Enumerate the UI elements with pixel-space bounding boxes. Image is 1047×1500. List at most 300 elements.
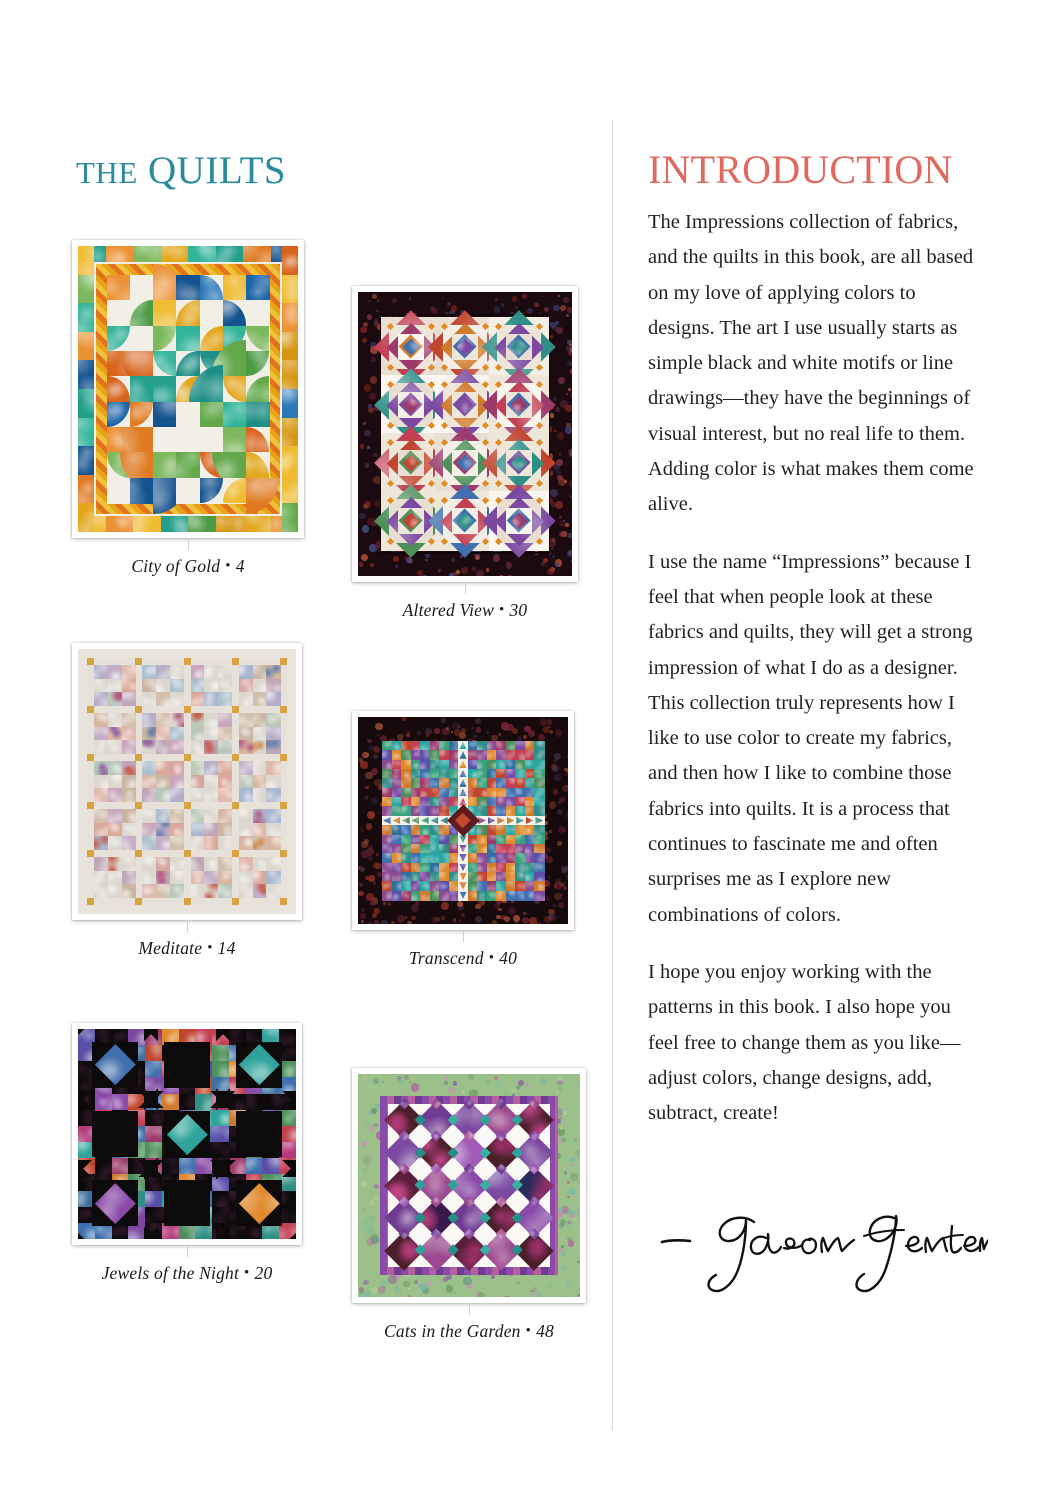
quilt-patch [369,1215,376,1222]
quilt-patch [78,418,94,447]
quilt-patch [546,847,551,852]
quilt-patch [176,452,200,478]
caption-stem [469,1303,470,1315]
quilt-patch [555,501,563,509]
quilt-patch [522,294,527,299]
quilt-patch [262,1158,279,1175]
quilt-patch [359,758,363,762]
quilt-patch [555,563,559,567]
quilt-patch [282,475,298,504]
quilt-patch [466,1278,471,1283]
quilt-patch [361,829,364,832]
quilt-patch [374,920,379,924]
page-title-quilts-word: QUILTS [148,149,287,192]
quilt-patch [246,1158,263,1175]
quilt-patch [468,1074,474,1080]
quilt-patch [476,727,481,732]
quilt-entry-cats-in-the-garden[interactable] [352,1068,586,1342]
quilt-patch [367,811,375,819]
quilt-patch [78,303,94,332]
quilt-patch [404,1076,408,1080]
quilt-patch [188,246,216,262]
quilt-patch [133,246,161,262]
quilt-patch [558,295,560,297]
introduction-body [648,205,986,1153]
quilt-patch [153,452,177,478]
quilt-page-number: 4 [235,556,245,576]
quilt-patch [373,862,379,868]
quilt-patch [551,547,554,550]
quilt-entry-meditate[interactable] [72,643,302,959]
quilt-patch [476,570,484,576]
quilt-art-meditate [78,649,296,914]
quilt-patch [200,402,224,428]
quilt-patch [78,389,94,418]
signature-script-icon [658,1196,988,1301]
quilt-patch [438,569,440,571]
quilt-patch [567,340,572,345]
quilt-patch [153,402,177,428]
quilt-patch [212,1061,229,1078]
quilt-patch [570,346,572,353]
quilt-patch [567,755,568,758]
quilt-patch [371,1108,377,1114]
quilt-entry-transcend[interactable] [352,711,574,969]
quilt-patch [507,575,512,576]
quilt-art-cats-in-the-garden [358,1074,580,1297]
quilt-patch [403,1281,410,1288]
quilt-patch [162,1158,179,1175]
quilt-entry-jewels-of-the-night[interactable] [72,1023,302,1284]
quilt-patch [362,1076,368,1082]
caption-stem [187,1245,188,1257]
quilt-patch [374,1184,379,1189]
quilt-patch [566,1282,572,1288]
quilt-patch [540,1078,547,1085]
quilt-patch [558,826,565,833]
quilt-patch [364,384,371,391]
quilt-title: Cats in the Garden [384,1321,521,1341]
quilt-patch [576,1081,580,1087]
quilt-patch [374,1123,378,1127]
caption-separator: • [244,1265,250,1281]
caption-separator: • [225,558,231,574]
quilt-image-city-of-gold[interactable] [72,240,304,538]
quilt-patch [375,723,382,730]
quilt-caption-meditate [72,938,302,959]
quilt-patch [498,733,501,736]
quilt-patch [360,444,365,449]
introduction-column [648,0,988,1500]
quilt-patch [426,734,429,737]
quilt-patch [546,898,548,900]
quilt-patch [370,563,374,567]
caption-separator: • [488,950,495,966]
quilt-patch [371,768,378,775]
quilt-patch [200,300,224,326]
quilt-patch [554,893,562,901]
quilt-patch [78,649,296,914]
quilt-patch [567,1209,573,1215]
intro-paragraph-3: I hope you enjoy working with the patterns in this book. I also hope you feel free to change them as you like—adjust colors, change designs, add, subtract, create! [648,960,961,1125]
quilt-image-altered-view[interactable] [352,286,578,582]
quilt-patch [569,452,572,457]
quilt-patch [577,1261,579,1263]
quilt-title: Jewels of the Night [101,1263,240,1283]
quilt-patch [216,516,244,532]
quilt-patch [567,361,572,366]
quilt-patch [558,478,566,486]
quilt-art-city-of-gold [78,246,298,532]
quilt-patch [223,427,247,453]
quilt-patch [106,246,134,262]
quilt-patch [558,902,564,908]
quilt-patch [282,332,298,361]
quilt-patch [567,1196,570,1199]
quilt-patch [535,923,538,924]
quilt-patch [503,1296,511,1297]
author-signature [658,1196,988,1301]
quilt-patch [406,734,409,737]
quilt-patch [360,327,367,334]
quilt-patch [176,427,200,453]
quilt-patch [162,1094,179,1111]
quilt-patch [550,413,555,418]
quilt-patch [441,916,445,920]
quilt-patch [559,1223,564,1228]
quilt-patch [363,1280,368,1285]
quilt-patch [216,246,244,262]
quilt-patch [367,739,371,743]
quilt-patch [555,407,560,412]
quilt-patch [565,405,572,412]
quilt-patch [471,727,473,729]
page-title-quilts-the: THE [76,155,138,190]
quilt-patch [559,516,561,518]
quilt-patch [243,246,271,262]
quilt-patch [417,731,421,735]
quilt-patch [456,570,460,574]
quilt-patch [554,884,557,887]
quilt-caption-city-of-gold [72,556,304,577]
quilt-patch [453,918,456,921]
quilt-patch [534,891,544,901]
quilt-patch [544,916,551,923]
quilt-patch [359,513,365,519]
quilt-patch [459,920,462,923]
quilt-patch [568,550,572,555]
quilt-patch [176,402,200,428]
quilt-patch [359,562,363,566]
quilt-patch [431,916,438,923]
quilt-patch [373,1195,378,1200]
quilt-patch [373,881,377,885]
quilt-patch [570,1157,574,1161]
quilt-patch [223,402,247,428]
quilt-patch [378,812,380,814]
quilt-patch [78,360,94,389]
quilt-patch [365,1122,370,1127]
quilt-patch [473,735,476,738]
caption-stem [465,582,466,594]
quilt-image-jewels-of-the-night[interactable] [72,1023,302,1245]
caption-separator: • [498,602,505,618]
quilt-patch [574,1150,580,1156]
quilt-patch [246,300,270,326]
quilt-patch [388,1275,396,1283]
quilt-patch [547,568,554,575]
quilt-patch [78,275,94,304]
quilt-patch [547,719,552,724]
quilt-art-transcend [358,717,568,924]
quilt-patch [512,296,517,301]
quilt-patch [107,478,131,504]
quilt-patch [402,717,406,721]
quilt-patch [145,1191,162,1208]
quilt-patch [553,305,560,312]
quilt-patch [369,1085,373,1089]
quilt-patch [570,371,572,374]
quilt-patch [566,314,569,317]
caption-separator: • [525,1323,532,1339]
quilt-patch [362,1181,367,1186]
quilt-patch [550,489,558,497]
page-title-introduction: INTRODUCTION [648,147,953,192]
quilt-patch [161,516,189,532]
quilt-patch [415,901,419,905]
quilt-patch [195,1094,212,1111]
quilt-patch [360,913,366,919]
quilt-patch [378,1286,386,1294]
quilt-patch [434,728,440,734]
quilt-patch [451,305,457,311]
quilt-patch [451,558,455,562]
column-divider [612,120,613,1430]
quilt-art-altered-view [358,292,572,576]
quilt-patch [145,1126,162,1143]
quilt-patch [282,275,298,304]
quilt-title: Transcend [408,948,484,968]
quilt-patch [367,446,370,449]
quilt-art-jewels-of-the-night [78,1029,296,1239]
quilt-patch [371,357,376,362]
quilt-patch [430,306,435,311]
quilt-patch [188,516,216,532]
quilt-patch [176,326,200,352]
quilt-patch [107,300,131,326]
quilt-patch [577,1179,580,1185]
quilt-patch [246,402,270,428]
quilt-patch [130,326,154,352]
quilt-patch [282,303,298,332]
quilt-patch [364,1291,371,1297]
quilt-patch [565,773,567,775]
quilt-patch [365,1165,369,1169]
quilt-patch [133,516,161,532]
quilt-patch [391,921,394,924]
quilt-patch [395,1286,398,1289]
quilt-patch [176,275,200,301]
intro-paragraph-1: The Impressions collection of fabrics, and the quilts in this book, are all based on my love of applying colors to designs. The art I use usually starts as simple black and white motifs or line drawings—they have the beginnings of visual interest, but no real life to them. Adding color is what makes them come alive. [648,211,974,516]
quilt-patch [153,300,177,326]
quilt-patch [78,503,94,532]
quilt-image-cats-in-the-garden[interactable] [352,1068,586,1303]
quilt-patch [130,376,154,402]
quilt-patch [546,1288,548,1290]
quilt-entry-city-of-gold[interactable] [72,240,304,577]
quilt-patch [212,1207,229,1224]
quilt-patch [145,1142,162,1159]
quilt-patch [516,1281,519,1284]
quilt-patch [358,891,363,896]
quilt-patch [421,575,428,576]
quilt-patch [454,729,460,735]
quilt-patch [145,1110,162,1127]
quilt-patch [95,1158,112,1175]
quilt-caption-transcend [352,948,574,969]
quilt-patch [107,275,131,301]
quilt-patch [282,446,298,475]
quilt-patch [360,761,368,769]
quilt-patch [565,426,572,434]
quilt-patch [369,393,376,400]
quilt-patch [377,299,380,302]
quilt-patch [366,893,373,900]
quilt-patch [153,427,177,453]
quilt-patch [448,1087,455,1094]
quilt-patch [522,918,525,921]
quilt-patch [179,1094,196,1111]
quilt-patch [567,1181,570,1184]
quilt-patch [282,418,298,447]
quilt-patch [491,1275,495,1279]
quilt-patch [551,764,557,770]
quilt-patch [443,1075,449,1081]
quilt-patch [365,786,368,789]
quilt-patch [556,470,560,474]
quilt-patch [566,874,568,880]
quilt-patch [373,1078,379,1084]
quilt-patch [145,1207,162,1224]
quilt-patch [195,1158,212,1175]
quilt-patch [407,921,412,924]
quilt-title: Meditate [138,938,203,958]
quilt-patch [95,1094,112,1111]
quilt-patch [571,529,572,534]
quilt-patch [376,310,379,313]
quilt-patch [549,830,552,833]
quilt-patch [212,1110,229,1127]
caption-stem [187,920,188,932]
quilt-patch [179,1158,196,1175]
quilt-patch [262,1094,279,1111]
quilt-patch [408,1295,411,1297]
quilt-patch [282,246,298,275]
quilt-patch [571,317,572,323]
quilt-patch [212,1126,229,1143]
quilt-patch [461,567,468,574]
quilt-patch [541,562,545,566]
quilt-patch [461,913,465,917]
quilt-patch [577,1208,580,1216]
quilt-patch [550,470,554,474]
quilt-patch [570,1163,573,1166]
quilt-patch [176,478,200,504]
quilt-entry-altered-view[interactable] [352,286,578,621]
quilt-patch [395,565,398,568]
quilt-caption-altered-view [352,600,578,621]
quilt-patch [462,1091,465,1094]
quilt-patch [200,427,224,453]
quilt-patch [362,525,370,533]
quilt-patch [361,908,365,912]
quilt-patch [425,559,427,561]
quilt-patch [515,922,519,924]
quilt-patch [212,1142,229,1159]
quilt-patch [563,1111,566,1114]
quilt-patch [494,1076,498,1080]
quilt-patch [363,1156,371,1164]
quilt-patch [112,1158,129,1175]
quilt-patch [564,1171,567,1174]
quilt-page-number: 14 [217,938,236,958]
quilt-patch [78,246,94,275]
quilt-patch [246,275,270,301]
quilt-title: City of Gold [131,556,221,576]
caption-stem [463,930,464,942]
quilt-patch [447,1284,450,1287]
quilt-patch [365,1225,373,1233]
quilt-page-number: 40 [499,948,518,968]
quilt-patch [282,389,298,418]
quilt-patch [501,915,506,920]
quilt-patch [441,717,446,722]
quilt-patch [78,475,94,504]
quilt-patch [404,556,409,561]
quilt-patch [78,332,94,361]
quilt-patch [397,734,403,740]
quilt-patch [106,516,134,532]
quilt-patch [381,920,388,924]
quilt-patch [441,902,449,910]
quilt-patch [383,902,386,905]
quilt-image-transcend[interactable] [352,711,574,930]
quilt-patch [130,478,154,504]
quilt-patch [562,785,568,793]
quilt-page-number: 30 [509,600,528,620]
quilt-image-meditate[interactable] [72,643,302,920]
quilt-patch [548,876,550,878]
quilt-caption-cats-in-the-garden [352,1321,586,1342]
quilt-patch [571,558,572,564]
quilt-patch [565,812,568,818]
quilt-patch [153,376,177,402]
quilt-patch [560,1296,564,1297]
quilt-page-number: 20 [254,1263,273,1283]
quilt-patch [557,432,565,440]
quilt-patch [532,1287,537,1292]
quilt-patch [513,915,520,922]
quilt-title: Altered View [402,600,494,620]
quilt-patch [145,1045,162,1062]
quilt-patch [371,797,377,803]
quilt-patch [145,1061,162,1078]
quilt-patch [361,1141,367,1147]
quilt-patch [523,735,527,739]
quilt-patch [161,246,189,262]
quilt-patch [547,780,549,782]
quilt-patch [452,722,460,730]
